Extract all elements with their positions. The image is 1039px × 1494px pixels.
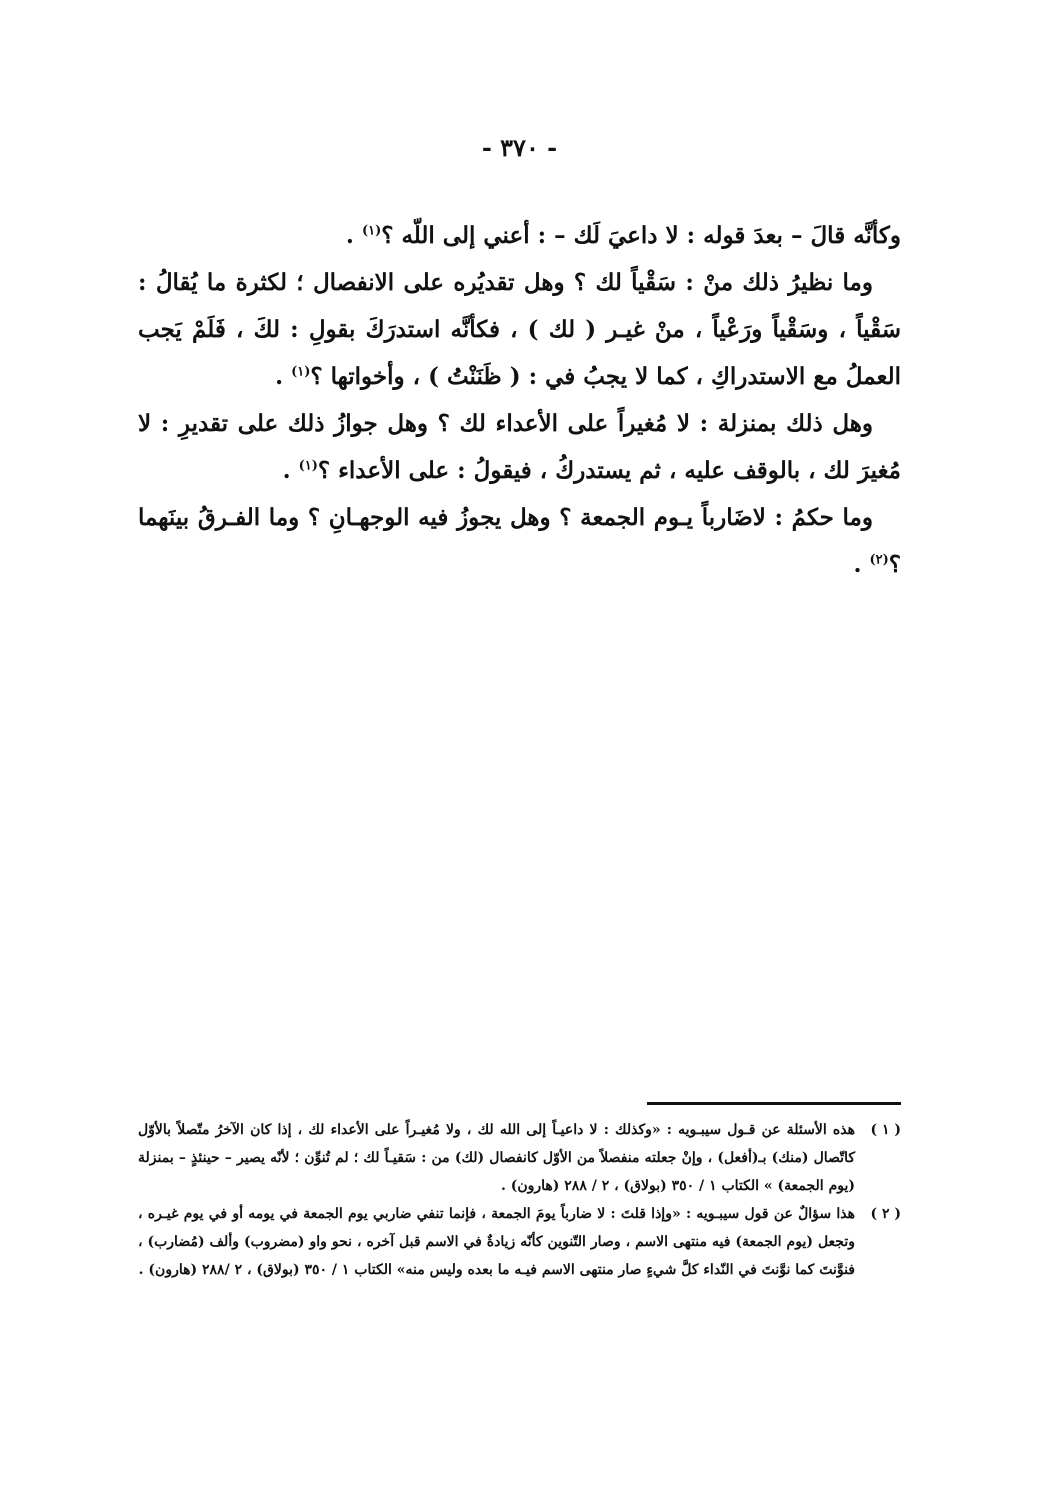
footnote-2: [138, 1200, 901, 1284]
footnote-divider: [647, 1102, 901, 1105]
paragraph-1: وكأنَّه قالَ – بعدَ قوله : لا داعيَ لَك – : أعني إلى اللّه ؟$^{(١)}$ .: [345, 222, 901, 249]
footnote-ref: (١): [298, 458, 318, 474]
page-number: - ٣٧٠ -: [481, 133, 558, 162]
paragraph-4: وما حكمُ : لاضَارباً يـوم الجمعة ؟ وهل يجوزُ فيه الوجهـانِ ؟ وما الفـرقُ بينَهما ؟$^{(٢)}$ .: [138, 504, 901, 578]
footnote-marker: ( ١ ): [870, 1122, 901, 1138]
footnote-text: هذا سؤالٌ عن قول سيبـويه : «وإذا قلتَ : لا ضارباً يومَ الجمعة ، فإنما تنفي ضاربي يوم الجمعة في يومه أو في يوم غيـره ، وتجعل (يوم الجمعة) فيه منتهى الاسم ، وصار التّنوين كأنّه زيادةٌ في الاسم قبل آخره ، نحو واو (مضروب) وألف (مُضارب) ، فنوَّنتَ كما نوَّنتَ في النّداء كلَّ شيءٍ صار منتهى الاسم فيـه ما بعده وليس منه» الكتاب ١ / ٣٥٠ (بولاق) ، ٢ /٢٨٨ (هارون) .: [138, 1206, 855, 1278]
footnote-ref: (٢): [869, 552, 889, 568]
footnote-1: [138, 1116, 901, 1200]
paragraph-2: وما نظيرُ ذلك منْ : سَقْياً لك ؟ وهل تقديُره على الانفصال ؛ لكثرة ما يُقالُ : سَقْياً ، وسَقْياً ورَعْياً ، منْ غيـر ( لك ) ، فكأنَّه استدرَكَ بقولِ : لكَ ، فَلَمْ يَجب العملُ مع الاستدراكِ ، كما لا يجبُ في : ( ظَنَنْتُ ) ، وأخواتها ؟$^{(١)}$ .: [138, 269, 901, 390]
main-text: [138, 212, 901, 588]
footnote-text: هذه الأسئلة عن قـول سيبـويه : «وكذلك : لا داعيـاً إلى الله لك ، ولا مُغيـراً على الأعداء لك ، إذا كان الآخرُ متّصلاً بالأوّل كاتّصال (منك) بـ(أفعل) ، وإنْ جعلته منفصلاً من الأوّل كانفصال (لك) من : سَقيـاً لك ؛ لم تُنوِّن ؛ لأنّه يصير – حينئذٍ – بمنزلة (يوم الجمعة) » الكتاب ١ / ٣٥٠ (بولاق) ، ٢ / ٢٨٨ (هارون) .: [138, 1122, 855, 1194]
paragraph-3: وهل ذلك بمنزلة : لا مُغيراً على الأعداء لك ؟ وهل جوازُ ذلك على تقديرِ : لا مُغيرَ لك ، بالوقف عليه ، ثم يستدركُ ، فيقولُ : على الأعداء ؟$^{(١)}$ .: [138, 410, 901, 484]
footnote-ref: (١): [291, 364, 311, 380]
footnotes: [138, 1116, 901, 1284]
footnote-ref: (١): [361, 223, 382, 239]
footnote-marker: ( ٢ ): [870, 1206, 901, 1222]
